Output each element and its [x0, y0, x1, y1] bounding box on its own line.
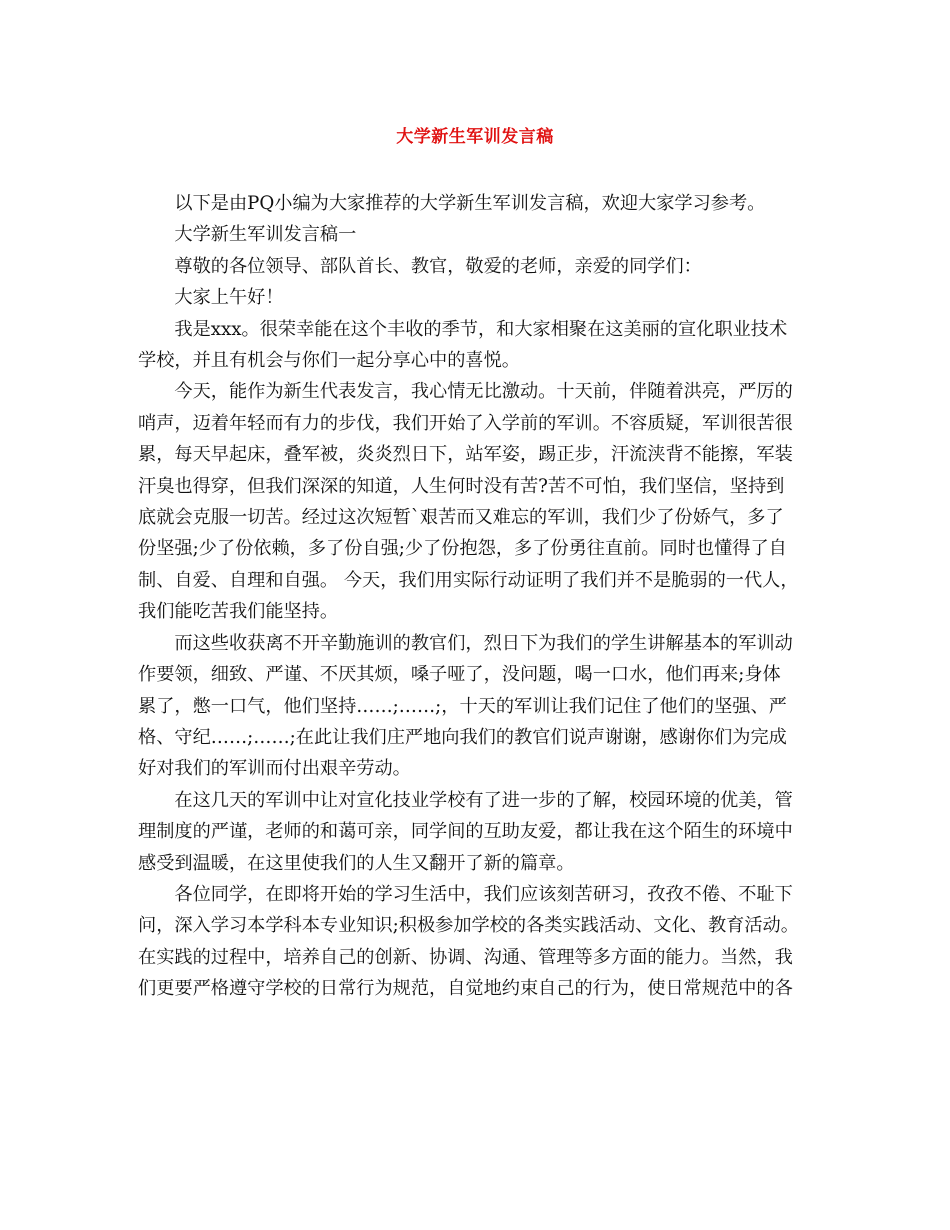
- text-line: 制、自爱、自理和自强。 今天，我们用实际行动证明了我们并不是脆弱的一代人，: [138, 569, 799, 591]
- text-line: 大家上午好！: [174, 287, 284, 309]
- text-line: 而这些收获离不开辛勤施训的教官们，烈日下为我们的学生讲解基本的军训动: [174, 632, 793, 654]
- text-line: 累了，憋一口气，他们坚持……;……;，十天的军训让我们记住了他们的坚强、严: [138, 695, 787, 717]
- text-line: 我是xxx。很荣幸能在这个丰收的季节，和大家相聚在这美丽的宣化职业技术: [174, 318, 788, 340]
- text-line: 感受到温暖，在这里使我们的人生又翻开了新的篇章。: [138, 852, 575, 874]
- paragraph: [138, 879, 823, 1005]
- text-line: 问，深入学习本学科本专业知识;积极参加学校的各类实践活动、文化、教育活动。: [138, 915, 799, 937]
- text-line: 汗臭也得穿，但我们深深的知道，人生何时没有苦?苦不可怕，我们坚信，坚持到: [138, 475, 785, 497]
- text-line: 大学新生军训发言稿一: [174, 224, 357, 246]
- text-line: 好对我们的军训而付出艰辛劳动。: [138, 758, 411, 780]
- text-line: 哨声，迈着年轻而有力的步伐，我们开始了入学前的军训。不容质疑，军训很苦很: [138, 412, 793, 434]
- paragraph: [138, 628, 823, 785]
- paragraph: [138, 251, 823, 282]
- text-line: 今天，能作为新生代表发言，我心情无比激动。十天前，伴随着洪亮，严厉的: [174, 381, 793, 403]
- paragraph: [138, 314, 823, 377]
- paragraph: [138, 376, 823, 627]
- text-line: 学校，并且有机会与你们一起分享心中的喜悦。: [138, 350, 520, 372]
- text-line: 份坚强;少了份依赖，多了份自强;少了份抱怨，多了份勇往直前。同时也懂得了自: [138, 538, 787, 560]
- paragraph: [138, 219, 823, 250]
- text-line: 在实践的过程中，培养自己的创新、协调、沟通、管理等多方面的能力。当然，我: [138, 946, 793, 968]
- text-line: 累，每天早起床，叠军被，炎炎烈日下，站军姿，踢正步，汗流浃背不能擦，军装: [138, 444, 793, 466]
- text-line: 理制度的严谨，老师的和蔼可亲，同学间的互助友爱，都让我在这个陌生的环境中: [138, 821, 793, 843]
- text-line: 以下是由PQ小编为大家推荐的大学新生军训发言稿，欢迎大家学习参考。: [174, 193, 766, 214]
- document-body: [138, 188, 823, 1005]
- text-line: 格、守纪……;……;在此让我们庄严地向我们的教官们说声谢谢，感谢你们为完成: [138, 726, 787, 748]
- paragraph: [138, 282, 823, 313]
- document-title: 大学新生军训发言稿: [396, 127, 554, 147]
- text-line: 作要领，细致、严谨、不厌其烦，嗓子哑了，没问题，喝一口水，他们再来;身体: [138, 664, 781, 686]
- paragraph: [138, 785, 823, 879]
- text-line: 们更要严格遵守学校的日常行为规范，自觉地约束自己的行为，使日常规范中的各: [138, 978, 793, 1000]
- text-line: 底就会克服一切苦。经过这次短暂`艰苦而又难忘的军训，我们少了份娇气，多了: [138, 507, 784, 529]
- paragraph: [138, 188, 823, 219]
- text-line: 尊敬的各位领导、部队首长、教官，敬爱的老师，亲爱的同学们：: [174, 255, 702, 277]
- text-line: 在这几天的军训中让对宣化技业学校有了进一步的了解，校园环境的优美，管: [174, 789, 793, 811]
- text-line: 各位同学，在即将开始的学习生活中，我们应该刻苦研习，孜孜不倦、不耻下: [174, 883, 793, 905]
- text-line: 我们能吃苦我们能坚持。: [138, 601, 339, 623]
